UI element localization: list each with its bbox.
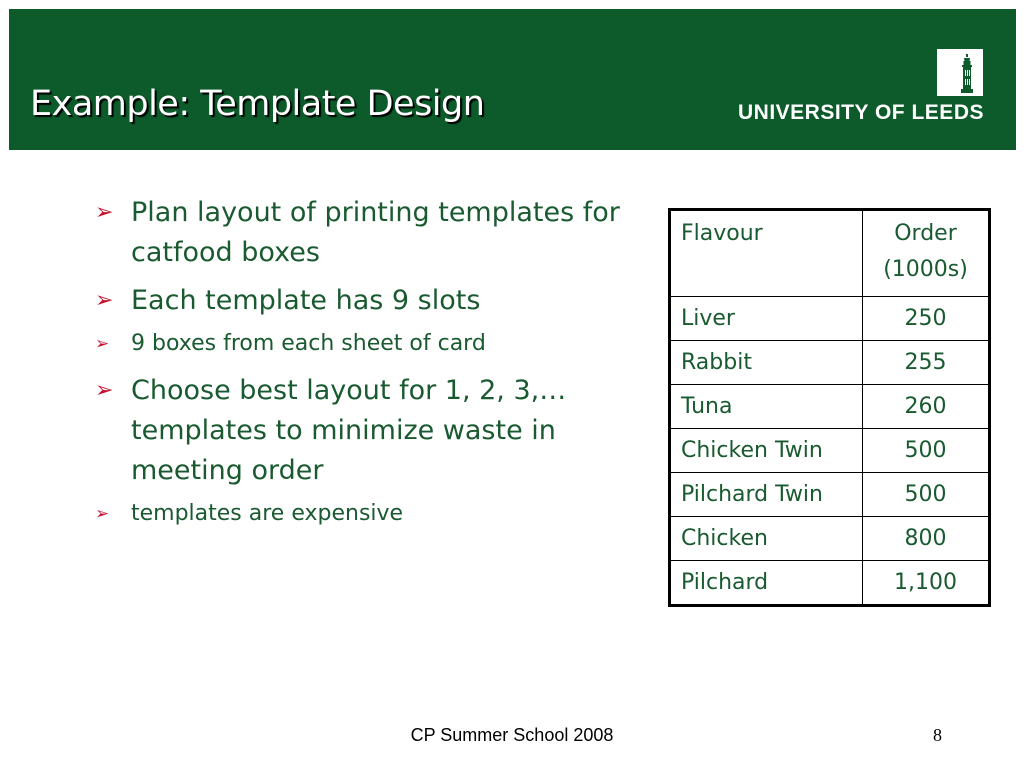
order-cell: 260 [863,385,990,429]
university-logo-text: UNIVERSITY OF LEEDS [738,101,984,124]
arrow-right-icon: ➢ [95,504,110,524]
bullet-item [95,193,635,273]
column-header-order: Order (1000s) [863,210,990,297]
flavour-cell: Pilchard [670,561,863,606]
table-header-row [670,210,990,297]
bullet-item [95,281,635,321]
table-row [670,341,990,385]
arrow-right-icon: ➢ [95,288,114,313]
arrow-right-icon: ➢ [95,378,114,403]
slide-header [9,9,1016,150]
sub-bullet-item [33,329,635,359]
order-cell: 500 [863,429,990,473]
flavour-cell: Pilchard Twin [670,473,863,517]
slide-title: Example: Template Design [30,84,485,124]
order-cell: 255 [863,341,990,385]
table-row [670,297,990,341]
bullet-text: Plan layout of printing templates for catfood boxes [131,197,620,268]
flavour-cell: Chicken Twin [670,429,863,473]
sub-bullet-text: 9 boxes from each sheet of card [131,331,486,356]
table-row [670,561,990,606]
order-table [668,208,991,607]
page-number: 8 [933,725,942,745]
flavour-cell: Chicken [670,517,863,561]
university-tower-crest-icon [937,49,983,96]
sub-bullet-item [33,499,635,529]
flavour-cell: Liver [670,297,863,341]
bullet-list [95,193,635,541]
order-cell: 250 [863,297,990,341]
column-header-flavour: Flavour [670,210,863,297]
table-row [670,429,990,473]
table-row [670,385,990,429]
bullet-text: Choose best layout for 1, 2, 3,… templates to minimize waste in meeting order [131,375,567,486]
bullet-text: Each template has 9 slots [131,285,481,316]
table-row [670,473,990,517]
order-cell: 1,100 [863,561,990,606]
bullet-item [95,371,635,491]
arrow-right-icon: ➢ [95,200,114,225]
order-cell: 800 [863,517,990,561]
footer-text: CP Summer School 2008 [410,725,614,745]
flavour-cell: Rabbit [670,341,863,385]
flavour-cell: Tuna [670,385,863,429]
table-row [670,517,990,561]
arrow-right-icon: ➢ [95,334,110,354]
order-cell: 500 [863,473,990,517]
sub-bullet-text: templates are expensive [131,501,404,526]
